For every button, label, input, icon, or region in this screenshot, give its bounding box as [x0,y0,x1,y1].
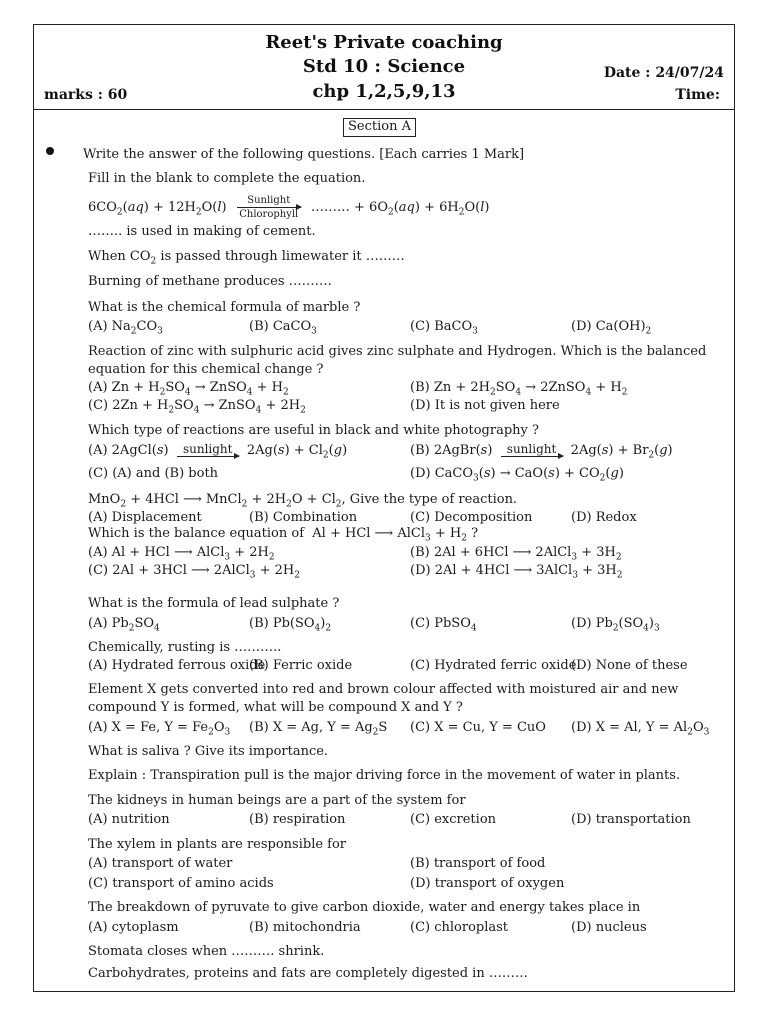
option-b: (B) 2AgBr(s) sunlight $2Ag(s) + Br_2(g)$ [410,441,673,461]
option-a: (A) transport of water [88,856,233,871]
option-b: (B) transport of food [410,856,546,871]
option-c: (C) $2Zn + H_2SO_4$ → ZnSO$_4$ + $2H_2$ [88,398,306,416]
option-d: (D) It is not given here [410,398,560,413]
option-d: (D) nucleus [571,920,647,935]
exam-date: Date : 24/07/24 [603,65,724,81]
option-b: (B) mitochondria [249,920,361,935]
option-d: (D) 2Al + 4HCl ⟶ 3AlCl$_3$ + $3H_2$ [410,563,623,581]
option-a: (A) 2AgCl(s) sunlight $2Ag(s) + Cl_2(g)$ [88,441,348,461]
option-a: (A) $Zn + H_2SO_4$ → ZnSO$_4$ + $H_2$ [88,380,289,398]
question-text: What is the chemical formula of marble ? [88,300,361,315]
question-text: Fill in the blank to complete the equation. [88,171,366,186]
option-c: (C) BaCO$_3$ [410,319,478,337]
question-text: Explain : Transpiration pull is the major driving force in the movement of water in plants. [88,768,681,783]
option-b: (B) $Pb(SO_4)_2$ [249,616,332,634]
instruction: Write the answer of the following questions. [Each carries 1 Mark] [83,147,525,162]
option-b: (B) Ferric oxide [249,658,353,673]
option-a: (A) $Pb_2SO_4$ [88,616,160,634]
option-a: (A) Displacement [88,510,202,525]
option-d: (D) transportation [571,812,691,827]
coaching-title: Reet's Private coaching [265,32,503,53]
total-marks: marks : 60 [44,87,128,103]
chapters: chp 1,2,5,9,13 [312,81,456,102]
question-text: Element X gets converted into red and brown colour affected with moistured air and new compound Y is formed, what will be compound X and Y ? [88,682,679,715]
section-label: Section A [343,118,416,137]
question-text: Which is the balance equation of Al + HCl ⟶ AlCl$_3$ + $H_2$ ? [88,526,479,544]
question-text: When $CO_2$ is passed through limewater it ……… [88,249,405,267]
question-text: Which type of reactions are useful in black and white photography ? [88,423,539,438]
question-text: The kidneys in human beings are a part of the system for [88,793,466,808]
exam-time: Time: [675,87,720,103]
option-c: (C) Decomposition [410,510,533,525]
option-a: (A) X = Fe, $Y = Fe_2O_3$ [88,720,231,738]
option-c: (C) chloroplast [410,920,509,935]
option-c: (C) (A) and (B) both [88,466,219,481]
photosynthesis-equation: $6CO_2(aq) + 12H_2O(l)$ Sunlight Chlorophyll ……… + $6O_2(aq) + 6H_2O(l)$ [88,195,490,220]
question-text: The breakdown of pyruvate to give carbon dioxide, water and energy takes place in [88,900,641,915]
option-b: (B) respiration [249,812,346,827]
reaction-arrow-icon: Sunlight Chlorophyll [237,195,301,220]
question-paper [33,24,735,992]
option-c: (C) transport of amino acids [88,876,274,891]
option-d: (D) Redox [571,510,637,525]
option-c: (C) Hydrated ferric oxide [410,658,577,673]
question-text: …….. is used in making of cement. [88,224,316,239]
question-text: The xylem in plants are responsible for [88,837,347,852]
option-a: (A) Al + HCl ⟶ AlCl$_3$ + $2H_2$ [88,545,275,563]
reaction-arrow-icon: sunlight [177,444,239,458]
option-a: (A) $Na_2CO_3$ [88,319,163,337]
option-a: (A) nutrition [88,812,170,827]
option-b: (B) CaCO$_3$ [249,319,317,337]
option-d: (D) X = Al, $Y = Al_2O_3$ [571,720,710,738]
option-b: (B) 2Al + 6HCl ⟶ 2AlCl$_3$ + $3H_2$ [410,545,622,563]
option-d: (D) $Ca(OH)_2$ [571,319,652,337]
question-text: Burning of methane produces ………. [88,274,332,289]
bullet-icon [46,147,54,155]
question-text: Reaction of zinc with sulphuric acid gives zinc sulphate and Hydrogen. Which is the balanced equation for this chemical change ? [88,344,707,377]
question-text: MnO$_2$ + 4HCl ⟶ MnCl$_2$ + $2H_2O + Cl_2$, Give the type of reaction. [88,492,518,510]
option-a: (A) cytoplasm [88,920,179,935]
option-b: (B) $Zn + 2H_2SO_4$ → 2ZnSO$_4$ + $H_2$ [410,380,628,398]
option-d: (D) transport of oxygen [410,876,565,891]
option-a: (A) Hydrated ferrous oxide [88,658,266,673]
option-d: (D) CaCO$_3$(s) → $CaO(s) + CO_2(g)$ [410,466,624,484]
header-divider [34,109,734,110]
question-text: Carbohydrates, proteins and fats are completely digested in ……… [88,966,528,981]
question-text: What is the formula of lead sulphate ? [88,596,340,611]
option-d: (D) None of these [571,658,688,673]
question-text: What is saliva ? Give its importance. [88,744,329,759]
option-c: (C) excretion [410,812,497,827]
option-c: (C) PbSO$_4$ [410,616,477,634]
standard-subject: Std 10 : Science [302,56,466,77]
reaction-arrow-icon: sunlight [501,444,563,458]
option-b: (B) X = Ag, $Y = Ag_2S$ [249,720,388,738]
option-c: (C) 2Al + 3HCl ⟶ 2AlCl$_3$ + $2H_2$ [88,563,300,581]
option-b: (B) Combination [249,510,358,525]
option-d: (D) $Pb_2(SO_4)_3$ [571,616,660,634]
question-text: Stomata closes when ………. shrink. [88,944,325,959]
option-c: (C) X = Cu, Y = CuO [410,720,546,735]
question-text: Chemically, rusting is ……….. [88,640,282,655]
